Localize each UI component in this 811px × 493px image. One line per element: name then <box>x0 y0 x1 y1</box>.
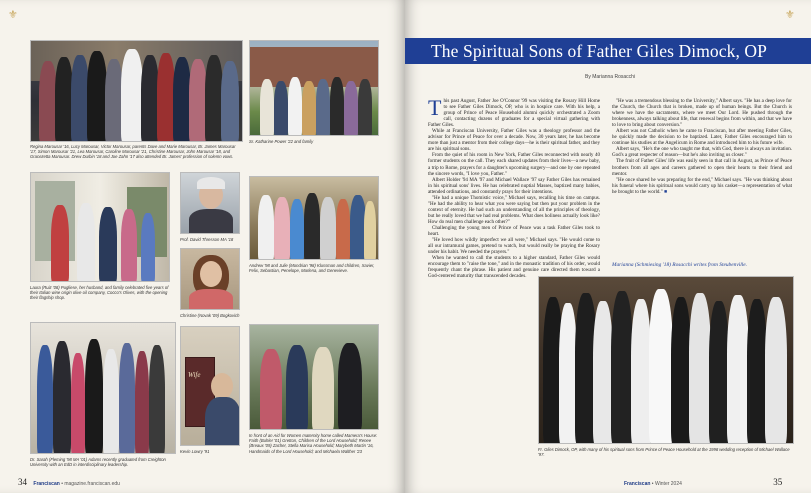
photo-katharine-family <box>249 40 379 136</box>
caption-adams-graduation: Dr. Sarah (Fleming '98 MA '01) Adams recently graduated from Creighton University with an EdD in interdisciplinary leadership. <box>30 457 166 468</box>
footer-separator-right: • <box>651 481 655 487</box>
caption-david-thresson: Prof. David Thresson MA '18 <box>180 237 234 242</box>
book-cover-title: Wife <box>188 371 201 379</box>
fleur-de-lis-icon: ⚜ <box>785 8 795 21</box>
photo-christine-bogkovich <box>180 248 240 310</box>
page-number-right: 35 <box>773 477 783 487</box>
caption-mameras-house: In front of an Aid for Women maternity home called Mamera's House: Faith (Buhler '01) Gretton, Children of the Lord Household; Renee (Breaux '09) Zacher, Stella Marisa Household; Marybeth Martin '16, Handmaids of the Lord Household; and Michaela Walther '23 <box>249 433 378 454</box>
paragraph: Albert was not Catholic when he came to Franciscan, but after meeting Father Giles, he quickly made the decision to be baptized. Later, Father Giles encouraged him to continue his studies at the Angelicum in Rome and introduced him to his future wife. <box>612 128 792 147</box>
caption-christine-bogkovich: Christine (Novak '09) Bogkovich <box>180 313 240 318</box>
author-credit: Marianna (Schmiesing '18) Rosacchi writes from Steubenville. <box>612 262 747 268</box>
photo-marousar-family <box>30 40 243 142</box>
article-byline: By Marianna Rosacchi <box>585 74 636 80</box>
paragraph: Albert says, "He's the one who taught me that, with God, there is always an invitation. God's a great respecter of reason—but he's also inviting us closer." <box>612 146 792 159</box>
paragraph: Challenging the young men of Prince of Peace was a task Father Giles took to heart. <box>428 224 600 238</box>
photo-david-thresson <box>180 172 240 234</box>
footer-issue: Winter 2024 <box>654 481 682 487</box>
photo-adams-graduation <box>30 322 176 454</box>
left-footer <box>18 477 120 487</box>
paragraph: Albert Holder '94 MA '97 and Michael Wallace '97 say Father Giles has remained in his spiritual sons' lives. He has celebrated nuptial Masses, baptized many babies, attended ordinations, and constantly prays for their intentions. <box>428 176 600 195</box>
caption-katharine-family: Sr. Katharine Power '22 and family <box>249 139 314 144</box>
caption-kevin-lowry: Kevin Lowry '91 <box>180 449 210 454</box>
paragraph: his past August, Father Joe O'Connor '99 was visiting the Rosary Hill Home to see Father Giles Dimock, OP, who is in hospice care. With his help, a group of Prince of Peace Household alumni quickly orchestrated a Zoom call, contacting dozens of graduates for a special virtual gathering with Father Giles. <box>428 98 600 129</box>
photo-mameras-house <box>249 324 379 430</box>
paragraph: From the quiet of his room in New York, Father Giles reconnected with nearly 40 former students on the call. They each shared updates from their lives—a new baby, a trip to Rome, prayers for a daughter's upcoming surgery—and one by one repeated the sincere words, "I love you, Father." <box>428 152 600 177</box>
left-page <box>0 0 405 493</box>
footer-separator-left: • <box>61 481 65 487</box>
paragraph: When he wanted to call the students to a higher standard, Father Giles would encourage them to "raise the tone," and in the monastic tradition of his order, would frequently chant the phrase. His patient and genuine care directed them toward a God-centered maturity that transcended decades. <box>428 255 600 280</box>
footer-brand-left: Franciscan <box>33 481 60 487</box>
end-mark: ■ <box>663 188 668 195</box>
paragraph: "He was a tremendous blessing to the University," Albert says. "He has a deep love for the Church, the Church that is broken, made up of human beings. But the Church is where we have the sacraments, where we meet Our Lord. He pushed through the brokenness, always talking about life, that renewal begins from within, and that we have to love to bring about conversion." <box>612 98 792 129</box>
caption-pugliese-shop: Laura (Ruiz '08) Pugliese, her husband, and family celebrated five years of their Italian wine origin olive oil company, Cocco's Olives, with the opening their flagship shop. <box>30 285 169 301</box>
photo-pugliese-shop <box>30 172 170 282</box>
paragraph: While at Franciscan University, Father Giles was a theology professor and the advisor for Prince of Peace for over a decade. Now, 30 years later, he has become more than just a mentor from their college days—he is their spiritual father, and they are his spiritual sons. <box>428 128 600 153</box>
article-column-2 <box>612 98 792 260</box>
page-number-left: 34 <box>18 477 27 487</box>
paragraph: "He had a unique Thomistic voice," Michael says, recalling his time on campus. "He had the ability to hear what you were saying but then put your problem in the context of eternity. He had such an understanding of all the principles of theology, but he really loved that we had real problems. What does holiness actually look like? How do real men challenge each other?" <box>428 194 600 225</box>
caption-marousar-family: Regina Marousar '16, Lucy Marousar, Victor Marousar, parents Dave and Marie Marousar, Br. James Marousar '17, Simon Marousar '21, Lea Marousar, Caroline Marousar '21, Christine Marousar, John Marousar '18, and Gracezetta Marousar. Drew Durbin '18 and Joe Zahn '17 also attended Br. James' profession of solemn vows. <box>30 144 236 160</box>
paragraph: The fruit of Father Giles' life was easily seen in that call in August, as Prince of Peace brothers from all ages and careers gathered to open their hearts to their friend and mentor. <box>612 158 792 177</box>
caption-klussman-family: Andrew '98 and Julie (Mondrian '98) Klussman and children, Xavier, Felix, Sebastian, Penelope, Marlena, and Genevieve. <box>249 263 375 274</box>
article-title-bar <box>405 38 811 64</box>
footer-site: magazine.franciscan.edu <box>64 481 120 487</box>
footer-brand-right: Franciscan <box>624 481 651 487</box>
caption-wedding-reception: Fr. Giles Dimock, OP, with many of his spiritual sons from Prince of Peace Household at the 1998 wedding reception of Michael Wallace '97. <box>538 447 790 458</box>
photo-wedding-reception <box>538 276 794 444</box>
fleur-de-lis-icon: ⚜ <box>8 8 18 21</box>
article-title: The Spiritual Sons of Father Giles Dimock, OP <box>431 41 767 61</box>
photo-kevin-lowry <box>180 326 240 446</box>
paragraph: "He once shared he was preparing for the end," Michael says. "He was thinking about his funeral where his spiritual sons would carry up his casket—a representation of what he brought to the world." <box>612 176 792 195</box>
photo-klussman-family <box>249 176 379 260</box>
right-footer <box>624 477 782 487</box>
drop-cap: T <box>428 98 442 120</box>
paragraph: "He loved how wildly imperfect we all were," Michael says. "He would come to all our intramural games, pretend to watch, but would really be praying the Rosary under his habit. We needed the prayers." <box>428 237 600 256</box>
